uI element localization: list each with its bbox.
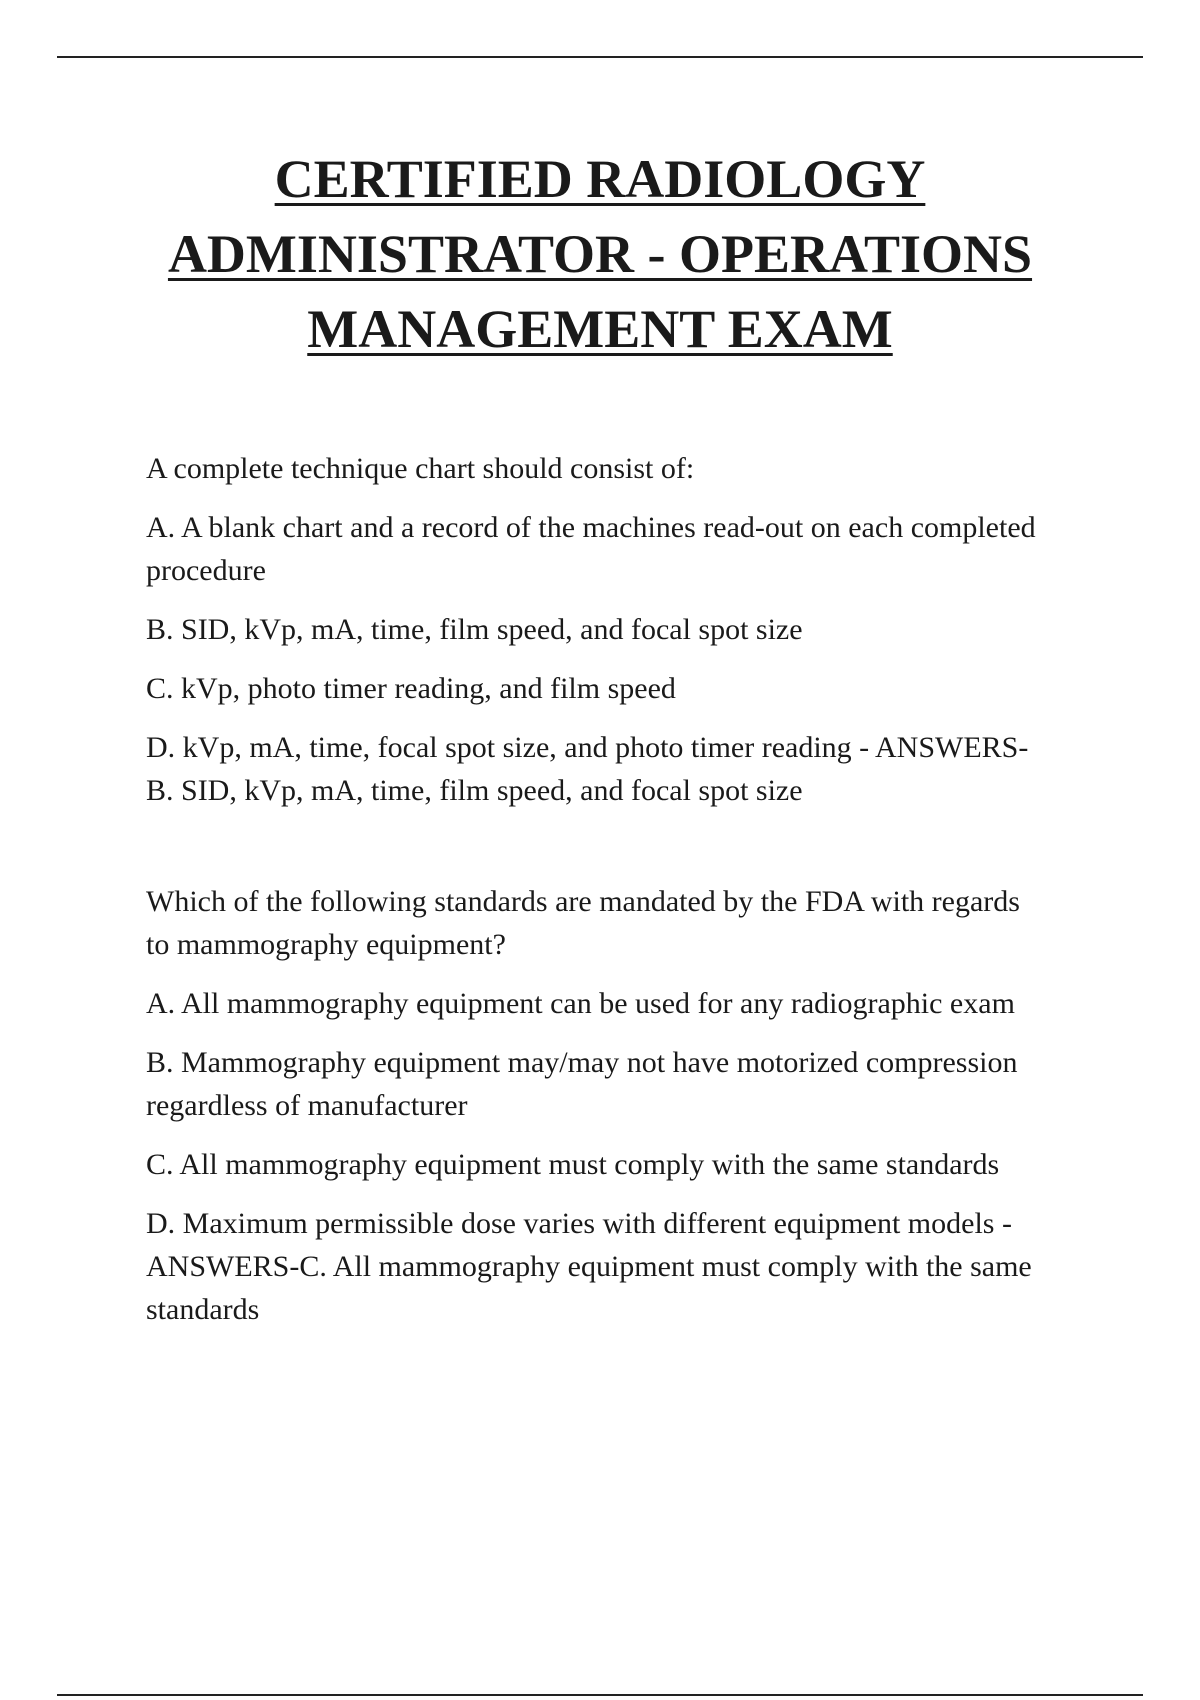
answer-option: C. kVp, photo timer reading, and film speed [146,672,676,705]
answer-option: C. All mammography equipment must comply with the same standards [146,1148,1000,1181]
bottom-divider [57,1694,1143,1696]
document-title [60,142,1140,367]
answer-option-with-answer: D. kVp, mA, time, focal spot size, and photo timer reading - ANSWERS-B. SID, kVp, mA, time, film speed, and focal spot size [146,731,1029,807]
question-block-2 [146,880,1046,1331]
answer-option: B. SID, kVp, mA, time, film speed, and focal spot size [146,613,803,646]
answer-option: A. A blank chart and a record of the machines read-out on each completed procedure [146,511,1036,587]
answer-option-with-answer: D. Maximum permissible dose varies with different equipment models - ANSWERS-C. All mammography equipment must comply with the same standards [146,1207,1032,1326]
document-body [146,447,1046,1347]
question-prompt: A complete technique chart should consist of: [146,452,695,485]
answer-option: B. Mammography equipment may/may not have motorized compression regardless of manufacturer [146,1046,1018,1122]
question-block-1 [146,447,1046,812]
title-line-3: MANAGEMENT EXAM [307,299,893,359]
title-line-2: ADMINISTRATOR - OPERATIONS [167,224,1033,284]
title-line-1: CERTIFIED RADIOLOGY [274,149,926,209]
answer-option: A. All mammography equipment can be used for any radiographic exam [146,987,1015,1020]
top-divider [57,56,1143,58]
question-prompt: Which of the following standards are mandated by the FDA with regards to mammography equipment? [146,885,1020,961]
